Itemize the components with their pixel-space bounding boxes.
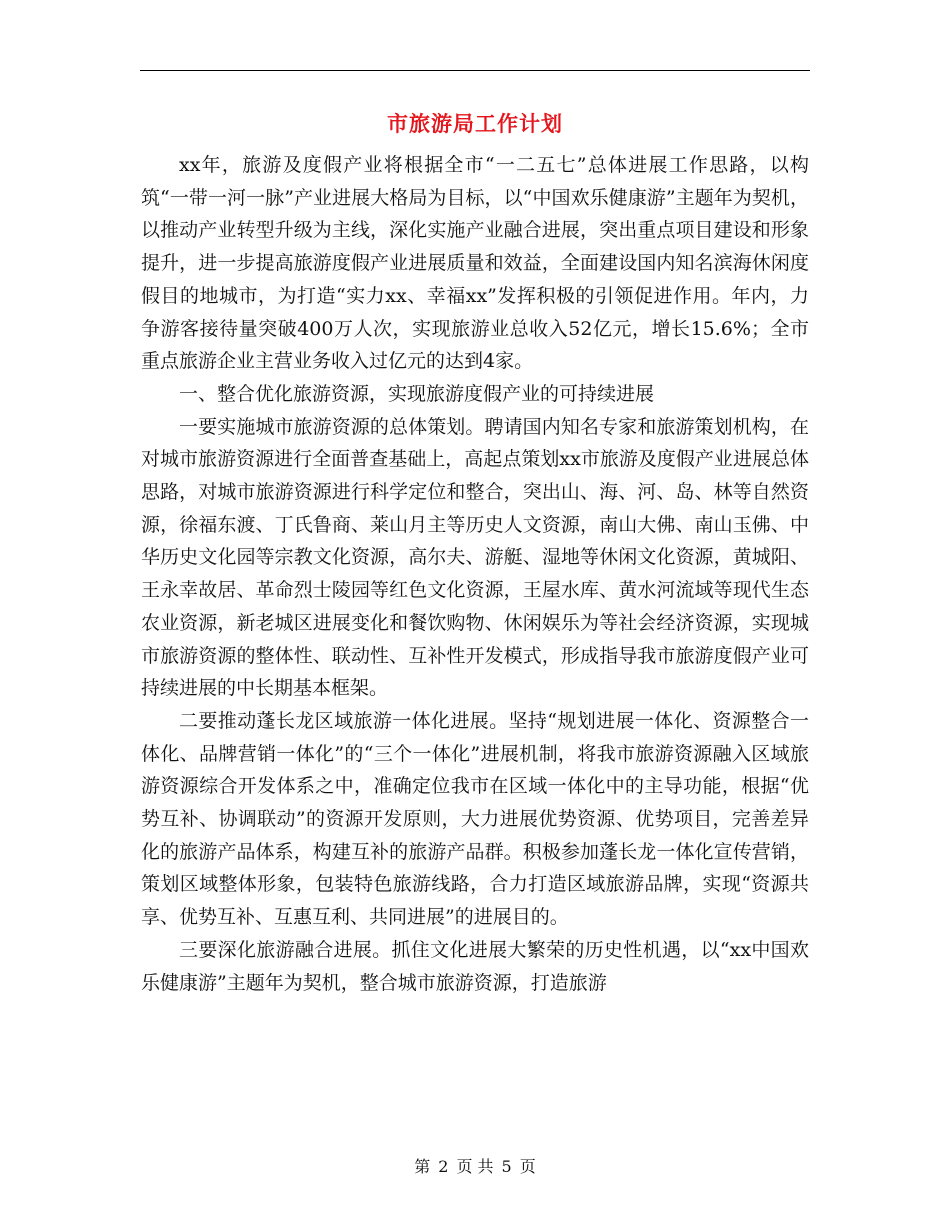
- header-rule: [140, 70, 810, 71]
- footer-prefix: 第: [414, 1157, 431, 1176]
- paragraph-item-2: 二要推动蓬长龙区域旅游一体化进展。坚持“规划进展一体化、资源整合一体化、品牌营销一体化”的“三个一体化”进展机制，将我市旅游资源融入区域旅游资源综合开发体系之中，准确定位我市在区域一体化中的主导功能，根据“优势互补、协调联动”的资源开发原则，大力进展优势资源、优势项目，完善差异化的旅游产品体系，构建互补的旅游产品群。积极参加蓬长龙一体化宣传营销，策划区域整体形象，包装特色旅游线路，合力打造区域旅游品牌，实现“资源共享、优势互补、互惠互利、共同进展”的进展目的。: [141, 709, 809, 929]
- footer-suffix: 页: [519, 1157, 536, 1176]
- page-footer: [0, 1154, 950, 1177]
- paragraph-item-1: 一要实施城市旅游资源的总体策划。聘请国内知名专家和旅游策划机构，在对城市旅游资源进行全面普查基础上，高起点策划xx市旅游及度假产业进展总体思路，对城市旅游资源进行科学定位和整合，突出山、海、河、岛、林等自然资源，徐福东渡、丁氏鲁商、莱山月主等历史人文资源，南山大佛、南山玉佛、中华历史文化园等宗教文化资源，高尔夫、游艇、湿地等休闲文化资源，黄城阳、王永幸故居、革命烈士陵园等红色文化资源，王屋水库、黄水河流域等现代生态农业资源，新老城区进展变化和餐饮购物、休闲娱乐为等社会经济资源，实现城市旅游资源的整体性、联动性、互补性开发模式，形成指导我市旅游度假产业可持续进展的中长期基本框架。: [141, 415, 809, 700]
- document-body: [141, 149, 809, 999]
- footer-total-pages: 5: [501, 1157, 512, 1176]
- footer-middle: 页 共: [456, 1157, 494, 1176]
- footer-page-number: 2: [438, 1157, 449, 1176]
- section-heading-1: 一、整合优化旅游资源，实现旅游度假产业的可持续进展: [179, 382, 655, 405]
- document-title: 市旅游局工作计划: [387, 112, 563, 136]
- intro-paragraph: xx年，旅游及度假产业将根据全市“一二五七”总体进展工作思路，以构筑“一带一河一脉”产业进展大格局为目标，以“中国欢乐健康游”主题年为契机，以推动产业转型升级为主线，深化实施产业融合进展，突出重点项目建设和形象提升，进一步提高旅游度假产业进展质量和效益，全面建设国内知名滨海休闲度假目的地城市，为打造“实力xx、幸福xx”发挥积极的引领促进作用。年内，力争游客接待量突破400万人次，实现旅游业总收入52亿元，增长15.6%；全市重点旅游企业主营业务收入过亿元的达到4家。: [141, 154, 809, 373]
- paragraph-item-3: 三要深化旅游融合进展。抓住文化进展大繁荣的历史性机遇，以“xx中国欢乐健康游”主题年为契机，整合城市旅游资源，打造旅游: [141, 938, 809, 994]
